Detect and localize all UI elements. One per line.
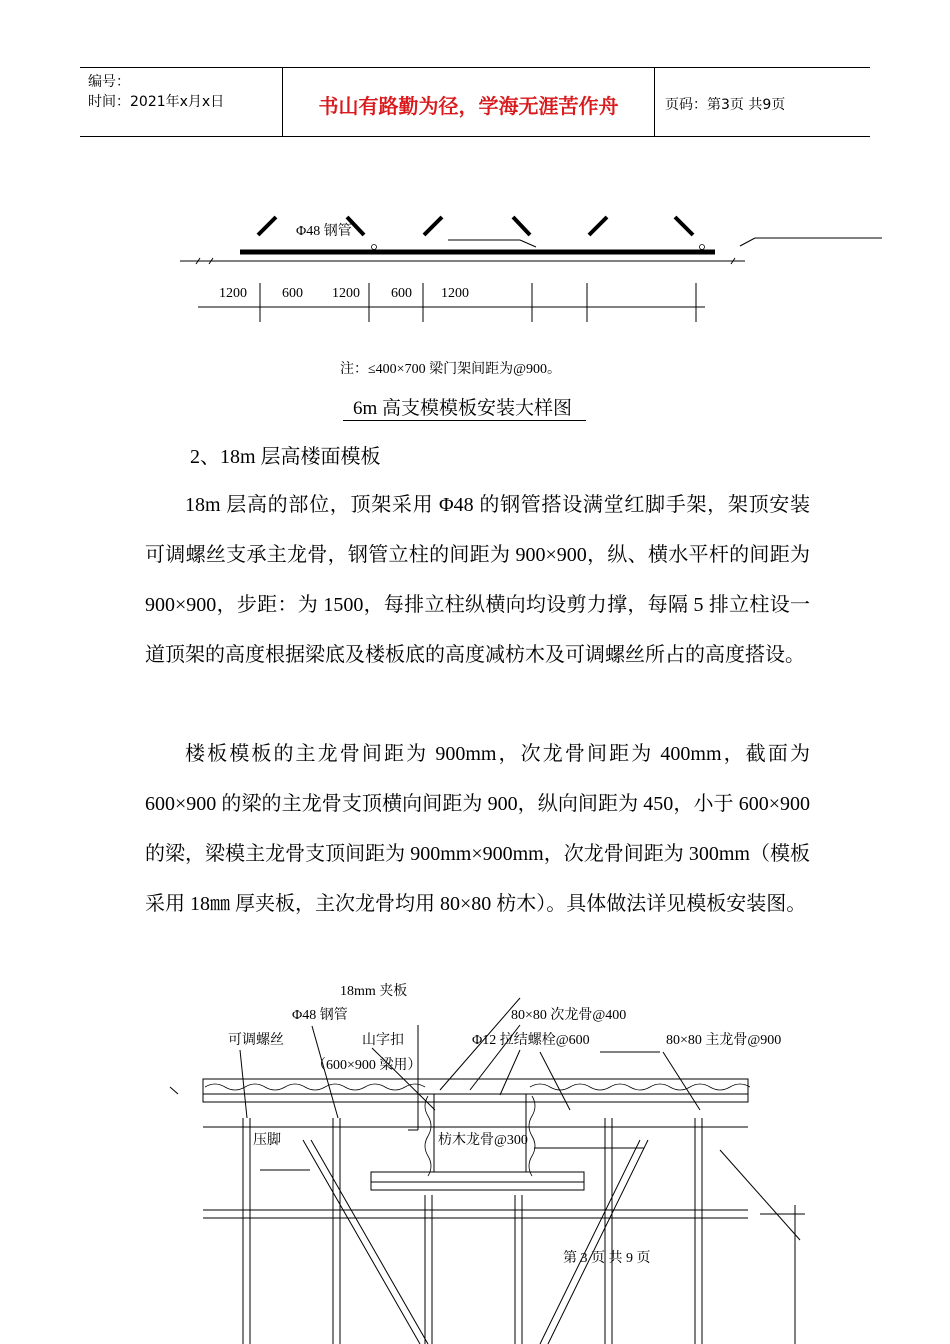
paragraph-text: 楼板模板的主龙骨间距为 900mm，次龙骨间距为 400mm，截面为 600×900 的梁的主龙骨支顶横向间距为 900，纵向间距为 450，小于 600×900 的梁，梁模主龙骨支顶间距为 900mm×900mm，次龙骨间距为 300mm（模板采用 18㎜ 厚夹板，主次龙骨均用 80×80 枋木）。具体做法详见模板安装图。 [145, 743, 810, 915]
tie-bolt-label: Φ12 拉结螺栓@600 [472, 1033, 590, 1048]
caption-text: 6m 高支模模板安装大样图 [343, 398, 586, 421]
diagram-note: 注：≤400×700 梁门架间距为@900。 [340, 362, 561, 377]
dimension-label: 600 [282, 286, 303, 301]
header-page-label: 页码：第3页 共9页 [665, 97, 786, 113]
foot-label: 压脚 [253, 1133, 281, 1148]
paragraph [145, 729, 810, 929]
dimension-label: 1200 [332, 286, 360, 301]
screw-label: 可调螺丝 [228, 1033, 284, 1048]
clip-label: 山字扣 [362, 1033, 404, 1048]
timber-label: 枋木龙骨@300 [438, 1133, 528, 1148]
page-footer: 第 3 页 共 9 页 [563, 1251, 651, 1266]
primary-joist-label: 80×80 主龙骨@900 [666, 1033, 782, 1048]
secondary-joist-label: 80×80 次龙骨@400 [511, 1008, 627, 1023]
doc-code-label: 编号： [88, 74, 130, 90]
paragraph-text: 18m 层高的部位，顶架采用 Φ48 的钢管搭设满堂红脚手架，架顶安装可调螺丝支承主龙骨，钢管立柱的间距为 900×900，纵、横水平杆的间距为 900×900，步距：为 1500，每排立柱纵横向均设剪力撑，每隔 5 排立柱设一道顶架的高度根据梁底及楼板底的高度减枋木及可调螺丝所占的高度搭设。 [145, 494, 810, 666]
pipe-label-2: Φ48 钢管 [292, 1008, 348, 1023]
diagram-2 [170, 998, 805, 1344]
dimension-label: 1200 [219, 286, 247, 301]
plywood-label: 18mm 夹板 [340, 984, 408, 999]
dimension-label: 1200 [441, 286, 469, 301]
section-title: 2、18m 层高楼面模板 [190, 446, 381, 468]
doc-time-label: 时间：2021年x月x日 [88, 94, 225, 110]
dimension-label: 600 [391, 286, 412, 301]
beam-note-label: （600×900 梁用） [312, 1058, 422, 1073]
paragraph [145, 480, 810, 680]
diagram-caption [343, 393, 586, 420]
pipe-label: Φ48 钢管 [296, 224, 352, 239]
header-motto: 书山有路勤为径，学海无涯苦作舟 [318, 94, 619, 118]
